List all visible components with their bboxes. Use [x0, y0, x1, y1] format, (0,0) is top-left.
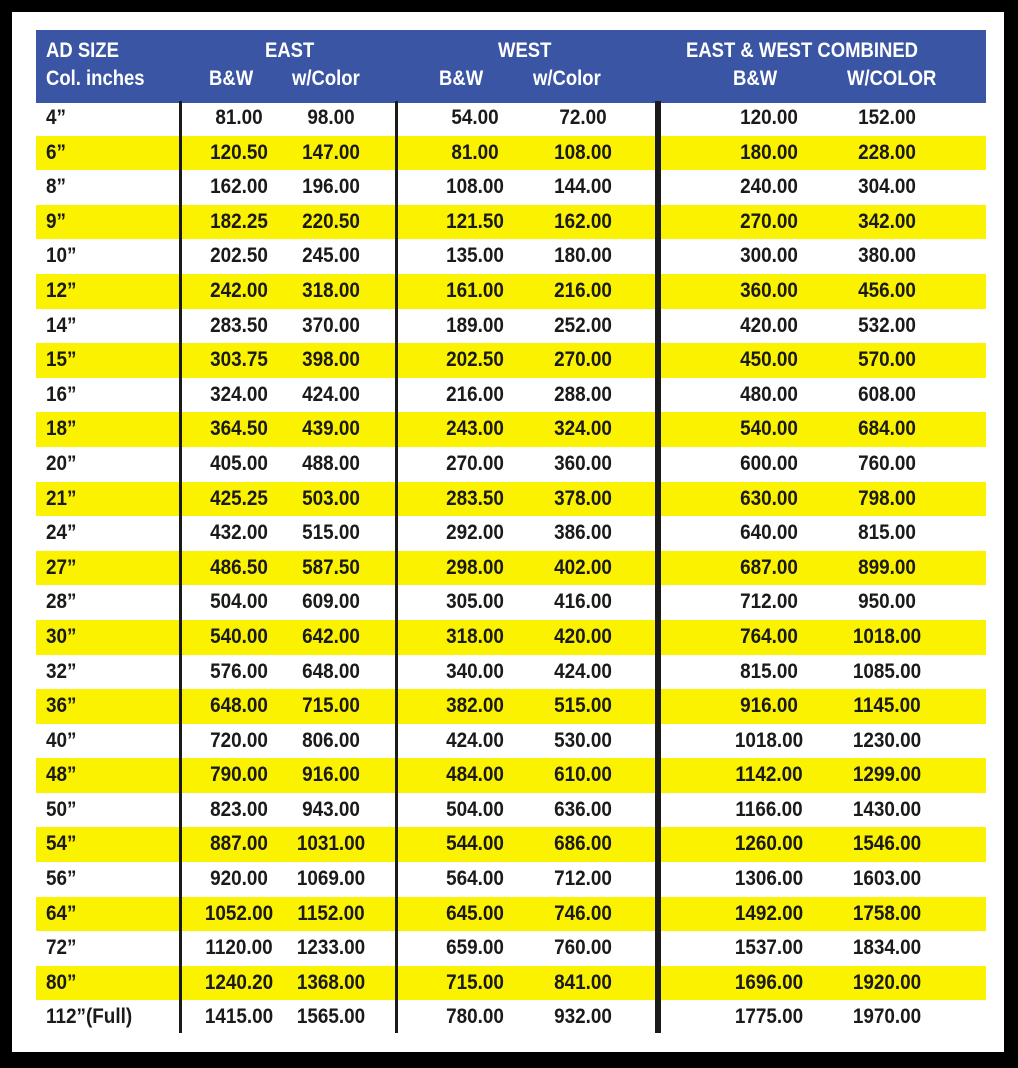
west-color-cell: 72.00 [559, 106, 607, 129]
ad-size-cell: 10” [46, 244, 77, 268]
west-bw-cell: 484.00 [446, 763, 504, 787]
west-bw-cell: 243.00 [446, 417, 504, 441]
east-color-cell: 488.00 [302, 451, 360, 475]
comb-color-cell: 1603.00 [852, 867, 922, 891]
east-bw-cell: 790.00 [210, 763, 268, 787]
ad-size-cell: 48” [46, 763, 77, 787]
east-bw-cell: 540.00 [210, 624, 268, 648]
west-color-cell: 252.00 [554, 313, 612, 337]
east-color-cell: 1565.00 [296, 1005, 366, 1029]
comb-bw-cell: 300.00 [740, 244, 798, 268]
west-color-cell: 636.00 [554, 797, 612, 821]
ad-size-cell: 80” [46, 970, 77, 994]
comb-color-cell: 380.00 [858, 244, 916, 268]
west-color-cell: 360.00 [554, 451, 612, 475]
comb-bw-cell: 1142.00 [735, 763, 803, 787]
east-color-cell: 648.00 [302, 659, 360, 683]
comb-color-cell: 532.00 [858, 313, 916, 337]
comb-bw-cell: 1696.00 [734, 970, 804, 994]
east-color-heading: w/Color [292, 67, 360, 90]
west-bw-cell: 161.00 [446, 278, 504, 302]
ad-size-cell: 32” [46, 659, 77, 683]
east-bw-cell: 1120.00 [205, 936, 273, 960]
west-color-cell: 270.00 [554, 348, 612, 372]
comb-color-cell: 342.00 [858, 209, 916, 233]
comb-color-cell: 950.00 [858, 590, 916, 614]
west-bw-cell: 318.00 [446, 624, 504, 648]
comb-color-cell: 1834.00 [852, 936, 922, 960]
west-color-cell: 288.00 [554, 382, 612, 406]
comb-bw-cell: 1537.00 [734, 936, 804, 960]
comb-color-cell: 304.00 [858, 175, 916, 199]
comb-color-cell: 798.00 [858, 486, 916, 510]
west-bw-cell: 780.00 [446, 1005, 504, 1029]
east-color-cell: 916.00 [302, 763, 360, 787]
comb-color-cell: 570.00 [858, 348, 916, 372]
comb-color-cell: 1018.00 [852, 624, 922, 648]
west-bw-cell: 424.00 [446, 728, 504, 752]
west-color-cell: 932.00 [554, 1005, 612, 1029]
east-bw-cell: 920.00 [210, 867, 268, 891]
table-header [36, 30, 986, 103]
ad-size-cell: 8” [46, 175, 66, 199]
west-bw-cell: 202.50 [446, 348, 504, 372]
east-bw-cell: 162.00 [210, 175, 268, 199]
east-color-cell: 1368.00 [296, 970, 366, 994]
west-bw-cell: 544.00 [446, 832, 504, 856]
east-bw-cell: 182.25 [210, 209, 268, 233]
comb-color-cell: 1145.00 [853, 694, 921, 718]
west-color-cell: 686.00 [554, 832, 612, 856]
east-bw-cell: 405.00 [210, 451, 268, 475]
west-color-cell: 216.00 [554, 278, 612, 302]
ad-size-cell: 12” [46, 278, 77, 302]
west-bw-heading: B&W [439, 67, 484, 90]
east-bw-cell: 576.00 [210, 659, 268, 683]
comb-bw-cell: 764.00 [740, 624, 798, 648]
west-bw-cell: 298.00 [446, 555, 504, 579]
comb-bw-cell: 1166.00 [735, 797, 803, 821]
west-bw-cell: 283.50 [446, 486, 504, 510]
col-inches-heading: Col. inches [46, 67, 145, 90]
west-color-cell: 712.00 [554, 867, 612, 891]
comb-bw-cell: 270.00 [740, 209, 798, 233]
east-bw-cell: 432.00 [210, 521, 268, 545]
east-color-cell: 439.00 [302, 417, 360, 441]
west-color-cell: 144.00 [554, 175, 612, 199]
west-bw-cell: 81.00 [451, 140, 499, 164]
ad-size-cell: 24” [46, 521, 77, 545]
east-color-cell: 398.00 [302, 348, 360, 372]
ad-size-cell: 54” [46, 832, 77, 856]
west-color-cell: 108.00 [554, 140, 612, 164]
divider-east-west [395, 101, 398, 1033]
ad-size-cell: 72” [46, 936, 77, 960]
east-color-cell: 147.00 [302, 140, 360, 164]
comb-bw-cell: 1306.00 [734, 867, 804, 891]
ad-size-cell: 27” [46, 555, 77, 579]
comb-bw-cell: 420.00 [740, 313, 798, 337]
west-color-cell: 420.00 [554, 624, 612, 648]
west-bw-cell: 121.50 [446, 209, 504, 233]
east-color-cell: 1152.00 [297, 901, 365, 925]
comb-color-cell: 152.00 [858, 106, 916, 129]
west-heading: WEST [498, 39, 552, 62]
divider-size-east [179, 101, 182, 1033]
east-color-cell: 515.00 [302, 521, 360, 545]
east-color-cell: 98.00 [307, 106, 355, 129]
west-color-cell: 162.00 [554, 209, 612, 233]
east-color-cell: 715.00 [302, 694, 360, 718]
ad-size-cell: 30” [46, 624, 77, 648]
comb-color-cell: 228.00 [858, 140, 916, 164]
east-bw-cell: 1240.20 [204, 970, 274, 994]
west-bw-cell: 715.00 [446, 970, 504, 994]
west-color-cell: 324.00 [554, 417, 612, 441]
comb-color-cell: 456.00 [858, 278, 916, 302]
west-color-cell: 841.00 [554, 970, 612, 994]
comb-color-cell: 1299.00 [852, 763, 922, 787]
east-color-cell: 370.00 [302, 313, 360, 337]
ad-size-cell: 14” [46, 313, 77, 337]
west-bw-cell: 340.00 [446, 659, 504, 683]
west-color-cell: 610.00 [554, 763, 612, 787]
ad-size-cell: 28” [46, 590, 77, 614]
east-color-cell: 318.00 [302, 278, 360, 302]
ad-size-cell: 56” [46, 867, 77, 891]
ad-size-cell: 16” [46, 382, 77, 406]
east-bw-cell: 283.50 [210, 313, 268, 337]
comb-bw-cell: 815.00 [740, 659, 798, 683]
west-bw-cell: 659.00 [446, 936, 504, 960]
comb-bw-cell: 687.00 [740, 555, 798, 579]
west-bw-cell: 270.00 [446, 451, 504, 475]
east-bw-cell: 303.75 [210, 348, 268, 372]
east-color-cell: 245.00 [302, 244, 360, 268]
west-color-cell: 424.00 [554, 659, 612, 683]
east-color-cell: 943.00 [302, 797, 360, 821]
east-color-cell: 587.50 [302, 555, 360, 579]
comb-color-cell: 1970.00 [852, 1005, 922, 1029]
east-color-cell: 1069.00 [296, 867, 366, 891]
east-bw-cell: 823.00 [210, 797, 268, 821]
ad-size-cell: 6” [46, 140, 66, 164]
east-color-cell: 220.50 [302, 209, 360, 233]
comb-color-cell: 899.00 [858, 555, 916, 579]
east-color-cell: 642.00 [302, 624, 360, 648]
ad-size-cell: 18” [46, 417, 77, 441]
comb-bw-cell: 450.00 [740, 348, 798, 372]
west-bw-cell: 135.00 [446, 244, 504, 268]
comb-color-cell: 684.00 [858, 417, 916, 441]
east-bw-cell: 720.00 [210, 728, 268, 752]
comb-bw-cell: 916.00 [740, 694, 798, 718]
ad-size-cell: 21” [46, 486, 77, 510]
divider-west-combined [655, 101, 661, 1033]
east-color-cell: 1031.00 [296, 832, 366, 856]
comb-bw-cell: 712.00 [740, 590, 798, 614]
comb-bw-cell: 120.00 [740, 106, 798, 129]
comb-color-cell: 1430.00 [852, 797, 922, 821]
west-color-cell: 378.00 [554, 486, 612, 510]
comb-bw-cell: 480.00 [740, 382, 798, 406]
west-color-cell: 180.00 [554, 244, 612, 268]
east-bw-cell: 486.50 [210, 555, 268, 579]
comb-bw-cell: 630.00 [740, 486, 798, 510]
west-bw-cell: 504.00 [446, 797, 504, 821]
west-bw-cell: 305.00 [446, 590, 504, 614]
comb-color-cell: 1758.00 [852, 901, 922, 925]
east-bw-cell: 1415.00 [204, 1005, 274, 1029]
ad-size-cell: 64” [46, 901, 77, 925]
ad-size-cell: 36” [46, 694, 77, 718]
comb-bw-cell: 360.00 [740, 278, 798, 302]
east-bw-heading: B&W [209, 67, 254, 90]
west-color-cell: 402.00 [554, 555, 612, 579]
ad-size-cell: 15” [46, 348, 77, 372]
east-bw-cell: 324.00 [210, 382, 268, 406]
west-color-cell: 746.00 [554, 901, 612, 925]
comb-bw-cell: 540.00 [740, 417, 798, 441]
ad-size-cell: 112”(Full) [46, 1005, 133, 1029]
west-bw-cell: 189.00 [446, 313, 504, 337]
east-bw-cell: 425.25 [210, 486, 268, 510]
west-bw-cell: 216.00 [446, 382, 504, 406]
west-bw-cell: 645.00 [446, 901, 504, 925]
west-bw-cell: 54.00 [451, 106, 499, 129]
ad-size-cell: 9” [46, 209, 66, 233]
comb-color-cell: 1546.00 [852, 832, 922, 856]
comb-color-cell: 608.00 [858, 382, 916, 406]
east-color-cell: 1233.00 [296, 936, 366, 960]
west-bw-cell: 382.00 [446, 694, 504, 718]
comb-color-cell: 1920.00 [852, 970, 922, 994]
comb-bw-cell: 180.00 [740, 140, 798, 164]
comb-color-cell: 760.00 [858, 451, 916, 475]
comb-bw-cell: 600.00 [740, 451, 798, 475]
east-bw-cell: 648.00 [210, 694, 268, 718]
combined-bw-heading: B&W [733, 67, 778, 90]
comb-bw-cell: 1260.00 [734, 832, 804, 856]
ad-size-heading: AD SIZE [46, 39, 119, 62]
west-bw-cell: 564.00 [446, 867, 504, 891]
comb-color-cell: 1230.00 [852, 728, 922, 752]
west-color-cell: 760.00 [554, 936, 612, 960]
west-bw-cell: 292.00 [446, 521, 504, 545]
east-color-cell: 609.00 [302, 590, 360, 614]
ad-size-cell: 50” [46, 797, 77, 821]
east-bw-cell: 504.00 [210, 590, 268, 614]
west-bw-cell: 108.00 [446, 175, 504, 199]
east-bw-cell: 120.50 [210, 140, 268, 164]
west-color-cell: 515.00 [554, 694, 612, 718]
comb-bw-cell: 640.00 [740, 521, 798, 545]
east-color-cell: 806.00 [302, 728, 360, 752]
combined-heading: EAST & WEST COMBINED [686, 39, 919, 62]
east-bw-cell: 202.50 [210, 244, 268, 268]
combined-color-heading: W/COLOR [847, 67, 937, 90]
comb-bw-cell: 240.00 [740, 175, 798, 199]
east-color-cell: 424.00 [302, 382, 360, 406]
ad-size-cell: 40” [46, 728, 77, 752]
west-color-cell: 530.00 [554, 728, 612, 752]
east-bw-cell: 81.00 [215, 106, 263, 129]
west-color-cell: 416.00 [554, 590, 612, 614]
east-bw-cell: 242.00 [210, 278, 268, 302]
comb-color-cell: 1085.00 [852, 659, 922, 683]
comb-bw-cell: 1018.00 [734, 728, 804, 752]
east-bw-cell: 887.00 [210, 832, 268, 856]
east-bw-cell: 364.50 [210, 417, 268, 441]
comb-color-cell: 815.00 [858, 521, 916, 545]
east-bw-cell: 1052.00 [204, 901, 274, 925]
ad-size-cell: 4” [46, 106, 66, 129]
comb-bw-cell: 1492.00 [734, 901, 804, 925]
west-color-heading: w/Color [533, 67, 601, 90]
east-color-cell: 196.00 [302, 175, 360, 199]
rate-card [12, 12, 1004, 1052]
east-heading: EAST [265, 39, 315, 62]
west-color-cell: 386.00 [554, 521, 612, 545]
comb-bw-cell: 1775.00 [734, 1005, 804, 1029]
ad-size-cell: 20” [46, 451, 77, 475]
east-color-cell: 503.00 [302, 486, 360, 510]
